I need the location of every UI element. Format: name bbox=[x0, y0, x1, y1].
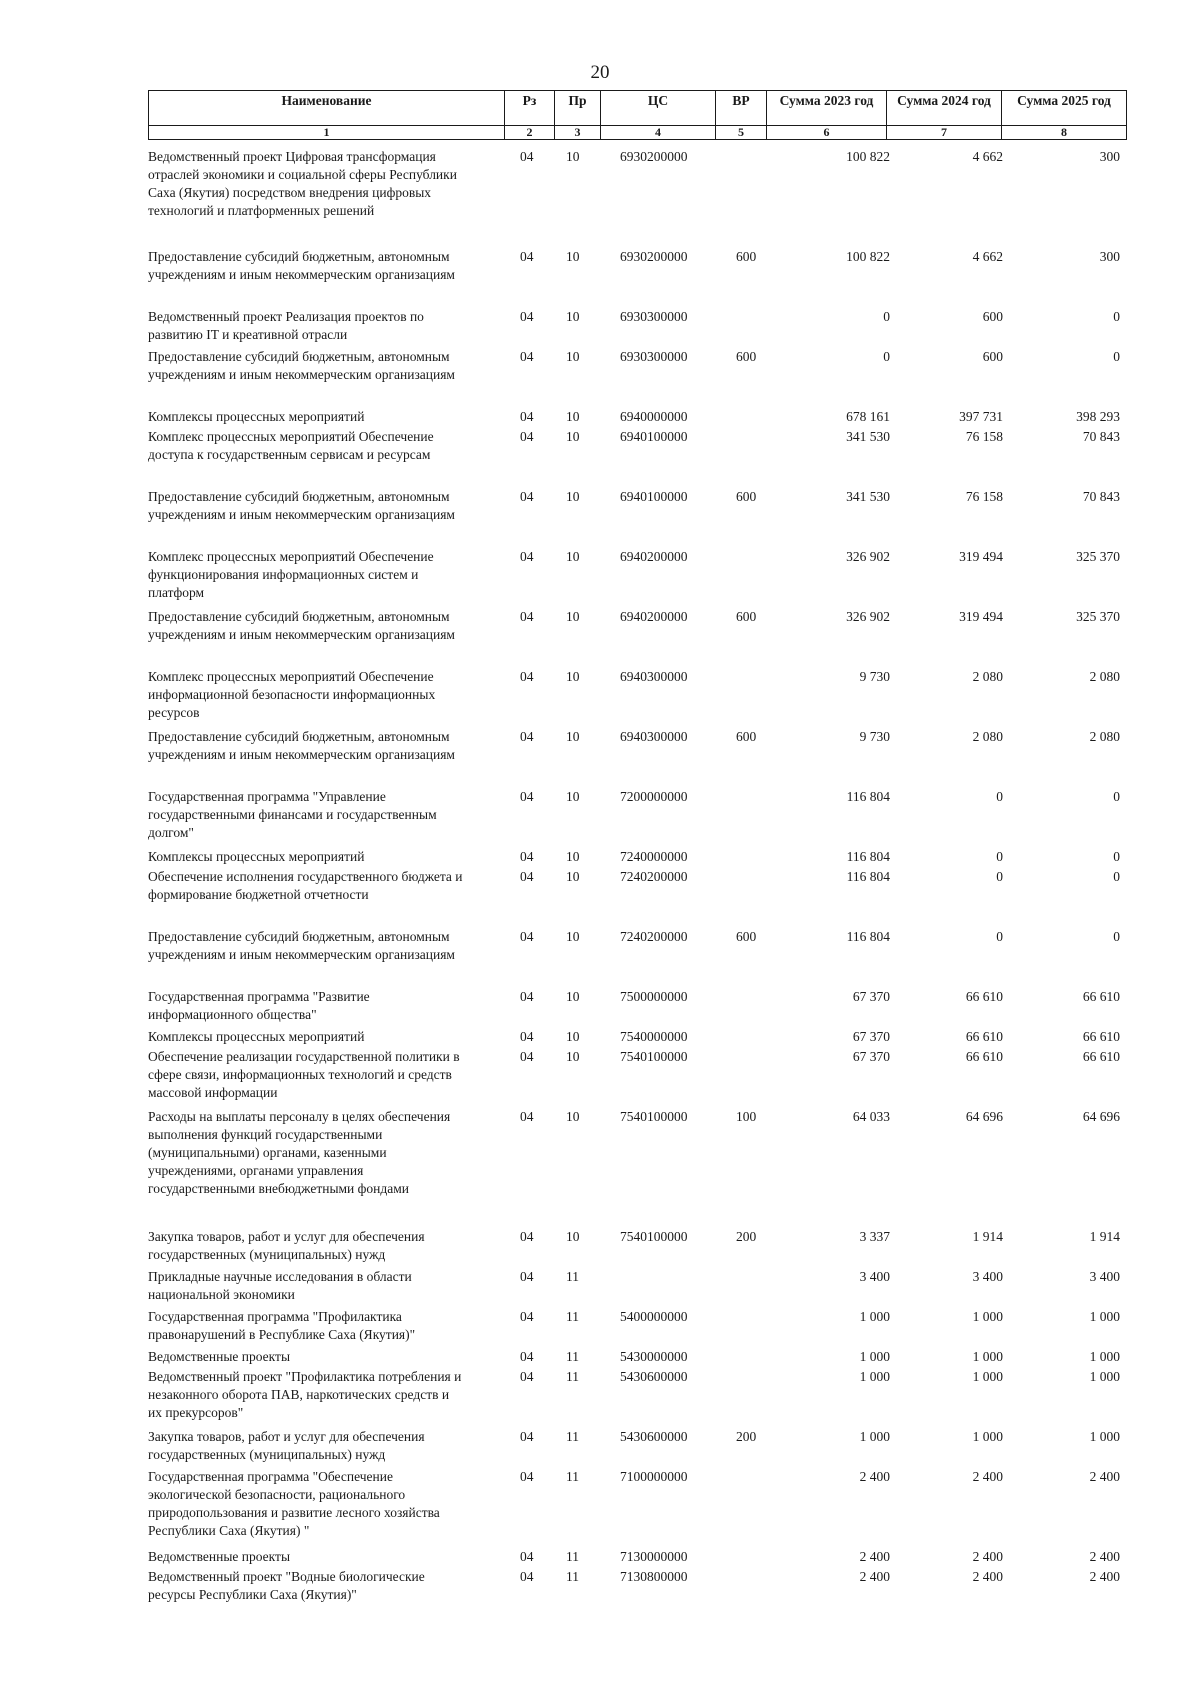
row-name: Ведомственный проект "Профилактика потребления и незаконного оборота ПАВ, наркотических средств и их прекурсоров" bbox=[148, 1369, 462, 1420]
row-pr: 11 bbox=[566, 1309, 579, 1324]
row-name: Ведомственный проект "Водные биологические ресурсы Республики Саха (Якутия)" bbox=[148, 1569, 425, 1602]
header-rz: Рз bbox=[505, 91, 555, 126]
row-pr: 10 bbox=[566, 1049, 580, 1064]
row-sum-2023: 116 804 bbox=[846, 789, 890, 804]
row-sum-2023: 67 370 bbox=[852, 1049, 890, 1064]
row-sum-2025: 325 370 bbox=[1076, 549, 1120, 564]
row-rz: 04 bbox=[520, 429, 534, 444]
row-sum-2024: 66 610 bbox=[965, 1049, 1003, 1064]
header-num-2: 2 bbox=[505, 126, 555, 140]
row-sum-2025: 2 400 bbox=[1089, 1549, 1120, 1564]
row-sum-2023: 678 161 bbox=[846, 409, 890, 424]
row-cs: 6940300000 bbox=[620, 729, 688, 744]
row-sum-2025: 1 000 bbox=[1089, 1429, 1120, 1444]
row-cs: 7240000000 bbox=[620, 849, 688, 864]
row-name: Комплекс процессных мероприятий Обеспечение доступа к государственным сервисам и ресурсам bbox=[148, 429, 434, 462]
row-sum-2024: 0 bbox=[996, 849, 1003, 864]
row-sum-2024: 76 158 bbox=[965, 429, 1003, 444]
row-sum-2025: 2 080 bbox=[1089, 729, 1120, 744]
row-rz: 04 bbox=[520, 1369, 534, 1384]
row-rz: 04 bbox=[520, 1569, 534, 1584]
row-sum-2024: 2 400 bbox=[972, 1549, 1003, 1564]
row-sum-2025: 0 bbox=[1113, 789, 1120, 804]
header-num-7: 7 bbox=[887, 126, 1002, 140]
row-pr: 10 bbox=[566, 729, 580, 744]
row-name: Государственная программа "Профилактика правонарушений в Республике Саха (Якутия)" bbox=[148, 1309, 416, 1342]
table-header bbox=[148, 90, 1127, 140]
row-sum-2023: 100 822 bbox=[846, 249, 890, 264]
row-pr: 10 bbox=[566, 849, 580, 864]
row-sum-2024: 0 bbox=[996, 869, 1003, 884]
row-cs: 6930300000 bbox=[620, 349, 688, 364]
row-rz: 04 bbox=[520, 1349, 534, 1364]
row-sum-2024: 1 000 bbox=[972, 1369, 1003, 1384]
row-sum-2023: 116 804 bbox=[846, 869, 890, 884]
row-name: Обеспечение исполнения государственного бюджета и формирование бюджетной отчетности bbox=[148, 869, 463, 902]
row-sum-2024: 0 bbox=[996, 929, 1003, 944]
row-name: Комплексы процессных мероприятий bbox=[148, 409, 365, 424]
row-sum-2025: 2 400 bbox=[1089, 1469, 1120, 1484]
row-sum-2023: 1 000 bbox=[859, 1309, 890, 1324]
row-rz: 04 bbox=[520, 1309, 534, 1324]
row-pr: 10 bbox=[566, 149, 580, 164]
row-sum-2025: 0 bbox=[1113, 929, 1120, 944]
row-rz: 04 bbox=[520, 1469, 534, 1484]
header-num-6: 6 bbox=[767, 126, 887, 140]
row-rz: 04 bbox=[520, 489, 534, 504]
row-sum-2024: 66 610 bbox=[965, 1029, 1003, 1044]
row-vr: 200 bbox=[736, 1229, 757, 1244]
row-name: Государственная программа "Развитие информационного общества" bbox=[148, 989, 370, 1022]
row-sum-2023: 326 902 bbox=[846, 549, 890, 564]
row-pr: 11 bbox=[566, 1569, 579, 1584]
row-sum-2025: 0 bbox=[1113, 349, 1120, 364]
row-name: Прикладные научные исследования в области национальной экономики bbox=[148, 1269, 412, 1302]
row-name: Предоставление субсидий бюджетным, автономным учреждениям и иным некоммерческим организациям bbox=[148, 729, 455, 762]
row-cs: 7200000000 bbox=[620, 789, 688, 804]
row-sum-2024: 1 914 bbox=[972, 1229, 1003, 1244]
row-rz: 04 bbox=[520, 989, 534, 1004]
row-rz: 04 bbox=[520, 249, 534, 264]
row-cs: 7240200000 bbox=[620, 929, 688, 944]
header-num-1: 1 bbox=[149, 126, 505, 140]
row-sum-2023: 2 400 bbox=[859, 1549, 890, 1564]
row-pr: 10 bbox=[566, 1229, 580, 1244]
row-sum-2024: 319 494 bbox=[959, 609, 1003, 624]
row-cs: 7500000000 bbox=[620, 989, 688, 1004]
header-num-5: 5 bbox=[716, 126, 767, 140]
row-cs: 6940300000 bbox=[620, 669, 688, 684]
row-sum-2023: 2 400 bbox=[859, 1469, 890, 1484]
row-sum-2025: 2 400 bbox=[1089, 1569, 1120, 1584]
row-rz: 04 bbox=[520, 349, 534, 364]
row-rz: 04 bbox=[520, 729, 534, 744]
header-sum-2025: Сумма 2025 год bbox=[1002, 91, 1127, 126]
row-sum-2023: 100 822 bbox=[846, 149, 890, 164]
row-name: Ведомственный проект Цифровая трансформация отраслей экономики и социальной сферы Республики Саха (Якутия) посредством внедрения цифровых технологий и платформенных решений bbox=[148, 149, 457, 218]
row-vr: 100 bbox=[736, 1109, 757, 1124]
row-rz: 04 bbox=[520, 1429, 534, 1444]
header-sum-2024: Сумма 2024 год bbox=[887, 91, 1002, 126]
row-cs: 7540100000 bbox=[620, 1049, 688, 1064]
row-pr: 10 bbox=[566, 929, 580, 944]
row-sum-2025: 3 400 bbox=[1089, 1269, 1120, 1284]
row-rz: 04 bbox=[520, 409, 534, 424]
row-rz: 04 bbox=[520, 929, 534, 944]
row-sum-2025: 0 bbox=[1113, 849, 1120, 864]
row-sum-2023: 341 530 bbox=[846, 489, 890, 504]
row-pr: 11 bbox=[566, 1549, 579, 1564]
row-name: Государственная программа "Управление государственными финансами и государственным долгом" bbox=[148, 789, 437, 840]
row-rz: 04 bbox=[520, 309, 534, 324]
row-pr: 11 bbox=[566, 1369, 579, 1384]
row-sum-2025: 300 bbox=[1099, 149, 1120, 164]
row-name: Закупка товаров, работ и услуг для обеспечения государственных (муниципальных) нужд bbox=[148, 1229, 425, 1262]
row-sum-2023: 67 370 bbox=[852, 989, 890, 1004]
row-sum-2025: 2 080 bbox=[1089, 669, 1120, 684]
row-sum-2024: 1 000 bbox=[972, 1309, 1003, 1324]
row-name: Ведомственные проекты bbox=[148, 1349, 291, 1364]
row-sum-2024: 4 662 bbox=[972, 149, 1003, 164]
row-pr: 10 bbox=[566, 429, 580, 444]
row-vr: 600 bbox=[736, 249, 757, 264]
header-sum-2023: Сумма 2023 год bbox=[767, 91, 887, 126]
row-sum-2023: 9 730 bbox=[859, 729, 890, 744]
row-cs: 6940100000 bbox=[620, 429, 688, 444]
row-pr: 10 bbox=[566, 1029, 580, 1044]
row-name: Комплексы процессных мероприятий bbox=[148, 1029, 365, 1044]
row-sum-2025: 66 610 bbox=[1082, 1029, 1120, 1044]
row-pr: 10 bbox=[566, 669, 580, 684]
header-cs: ЦС bbox=[601, 91, 716, 126]
row-sum-2025: 325 370 bbox=[1076, 609, 1120, 624]
row-pr: 10 bbox=[566, 309, 580, 324]
row-pr: 10 bbox=[566, 609, 580, 624]
header-pr: Пр bbox=[555, 91, 601, 126]
row-sum-2025: 1 914 bbox=[1089, 1229, 1120, 1244]
row-vr: 600 bbox=[736, 929, 757, 944]
row-sum-2024: 600 bbox=[982, 309, 1003, 324]
row-pr: 10 bbox=[566, 249, 580, 264]
row-vr: 200 bbox=[736, 1429, 757, 1444]
row-rz: 04 bbox=[520, 669, 534, 684]
row-sum-2025: 66 610 bbox=[1082, 989, 1120, 1004]
row-rz: 04 bbox=[520, 1549, 534, 1564]
row-rz: 04 bbox=[520, 549, 534, 564]
row-cs: 6940200000 bbox=[620, 609, 688, 624]
row-sum-2025: 70 843 bbox=[1082, 489, 1120, 504]
row-sum-2024: 319 494 bbox=[959, 549, 1003, 564]
row-sum-2024: 0 bbox=[996, 789, 1003, 804]
row-rz: 04 bbox=[520, 1229, 534, 1244]
row-cs: 5430600000 bbox=[620, 1429, 688, 1444]
row-sum-2025: 1 000 bbox=[1089, 1309, 1120, 1324]
row-sum-2025: 1 000 bbox=[1089, 1349, 1120, 1364]
row-sum-2023: 341 530 bbox=[846, 429, 890, 444]
row-sum-2024: 66 610 bbox=[965, 989, 1003, 1004]
header-num-3: 3 bbox=[555, 126, 601, 140]
row-rz: 04 bbox=[520, 1029, 534, 1044]
row-cs: 7100000000 bbox=[620, 1469, 688, 1484]
row-name: Расходы на выплаты персоналу в целях обеспечения выполнения функций государственными (муниципальными) органами, казенными учреждениями, органами управления государственными внебюджетными фондами bbox=[148, 1109, 451, 1196]
row-sum-2024: 1 000 bbox=[972, 1429, 1003, 1444]
row-cs: 6940000000 bbox=[620, 409, 688, 424]
row-rz: 04 bbox=[520, 789, 534, 804]
row-cs: 7130800000 bbox=[620, 1569, 688, 1584]
row-name: Ведомственный проект Реализация проектов по развитию IT и креативной отрасли bbox=[148, 309, 424, 342]
row-pr: 10 bbox=[566, 409, 580, 424]
row-sum-2023: 3 400 bbox=[859, 1269, 890, 1284]
row-sum-2025: 300 bbox=[1099, 249, 1120, 264]
row-cs: 5430600000 bbox=[620, 1369, 688, 1384]
row-cs: 7540100000 bbox=[620, 1109, 688, 1124]
row-sum-2023: 67 370 bbox=[852, 1029, 890, 1044]
row-name: Обеспечение реализации государственной политики в сфере связи, информационных технологий и средств массовой информации bbox=[148, 1049, 460, 1100]
row-sum-2023: 1 000 bbox=[859, 1369, 890, 1384]
row-cs: 7540000000 bbox=[620, 1029, 688, 1044]
row-rz: 04 bbox=[520, 609, 534, 624]
row-sum-2024: 2 080 bbox=[972, 669, 1003, 684]
row-rz: 04 bbox=[520, 1109, 534, 1124]
row-sum-2025: 70 843 bbox=[1082, 429, 1120, 444]
row-name: Предоставление субсидий бюджетным, автономным учреждениям и иным некоммерческим организациям bbox=[148, 349, 455, 382]
row-pr: 10 bbox=[566, 989, 580, 1004]
row-cs: 6930300000 bbox=[620, 309, 688, 324]
row-vr: 600 bbox=[736, 489, 757, 504]
row-sum-2024: 600 bbox=[982, 349, 1003, 364]
row-pr: 11 bbox=[566, 1469, 579, 1484]
row-name: Предоставление субсидий бюджетным, автономным учреждениям и иным некоммерческим организациям bbox=[148, 929, 455, 962]
header-num-4: 4 bbox=[601, 126, 716, 140]
row-name: Комплекс процессных мероприятий Обеспечение информационной безопасности информационных ресурсов bbox=[148, 669, 436, 720]
row-sum-2024: 2 400 bbox=[972, 1469, 1003, 1484]
row-name: Ведомственные проекты bbox=[148, 1549, 291, 1564]
row-pr: 10 bbox=[566, 549, 580, 564]
row-name: Предоставление субсидий бюджетным, автономным учреждениям и иным некоммерческим организациям bbox=[148, 249, 455, 282]
row-rz: 04 bbox=[520, 849, 534, 864]
row-name: Государственная программа "Обеспечение экологической безопасности, рационального природопользования и развитие лесного хозяйства Республики Саха (Якутия) " bbox=[148, 1469, 440, 1538]
row-pr: 11 bbox=[566, 1349, 579, 1364]
row-cs: 7130000000 bbox=[620, 1549, 688, 1564]
row-rz: 04 bbox=[520, 149, 534, 164]
row-name: Закупка товаров, работ и услуг для обеспечения государственных (муниципальных) нужд bbox=[148, 1429, 425, 1462]
row-sum-2023: 9 730 bbox=[859, 669, 890, 684]
row-sum-2024: 1 000 bbox=[972, 1349, 1003, 1364]
row-cs: 6930200000 bbox=[620, 149, 688, 164]
row-sum-2024: 397 731 bbox=[959, 409, 1003, 424]
row-cs: 7540100000 bbox=[620, 1229, 688, 1244]
row-cs: 7240200000 bbox=[620, 869, 688, 884]
row-sum-2025: 1 000 bbox=[1089, 1369, 1120, 1384]
row-sum-2024: 64 696 bbox=[965, 1109, 1003, 1124]
row-pr: 10 bbox=[566, 489, 580, 504]
row-pr: 11 bbox=[566, 1269, 579, 1284]
row-sum-2023: 3 337 bbox=[859, 1229, 890, 1244]
row-pr: 10 bbox=[566, 1109, 580, 1124]
row-vr: 600 bbox=[736, 609, 757, 624]
row-cs: 5430000000 bbox=[620, 1349, 688, 1364]
row-sum-2025: 64 696 bbox=[1082, 1109, 1120, 1124]
row-vr: 600 bbox=[736, 729, 757, 744]
row-sum-2023: 2 400 bbox=[859, 1569, 890, 1584]
row-pr: 11 bbox=[566, 1429, 579, 1444]
row-pr: 10 bbox=[566, 789, 580, 804]
row-sum-2025: 66 610 bbox=[1082, 1049, 1120, 1064]
page-number: 20 bbox=[590, 62, 610, 83]
row-sum-2023: 0 bbox=[883, 349, 890, 364]
header-vr: ВР bbox=[716, 91, 767, 126]
row-sum-2024: 76 158 bbox=[965, 489, 1003, 504]
row-sum-2024: 4 662 bbox=[972, 249, 1003, 264]
row-sum-2023: 116 804 bbox=[846, 849, 890, 864]
row-sum-2023: 326 902 bbox=[846, 609, 890, 624]
row-sum-2025: 0 bbox=[1113, 309, 1120, 324]
row-sum-2024: 2 400 bbox=[972, 1569, 1003, 1584]
row-pr: 10 bbox=[566, 349, 580, 364]
row-name: Комплексы процессных мероприятий bbox=[148, 849, 365, 864]
row-pr: 10 bbox=[566, 869, 580, 884]
row-rz: 04 bbox=[520, 1049, 534, 1064]
header-name: Наименование bbox=[149, 91, 505, 126]
row-cs: 5400000000 bbox=[620, 1309, 688, 1324]
row-cs: 6930200000 bbox=[620, 249, 688, 264]
row-rz: 04 bbox=[520, 1269, 534, 1284]
row-sum-2023: 64 033 bbox=[852, 1109, 890, 1124]
row-sum-2023: 116 804 bbox=[846, 929, 890, 944]
row-sum-2023: 1 000 bbox=[859, 1429, 890, 1444]
row-name: Предоставление субсидий бюджетным, автономным учреждениям и иным некоммерческим организациям bbox=[148, 609, 455, 642]
row-cs: 6940100000 bbox=[620, 489, 688, 504]
row-sum-2025: 398 293 bbox=[1076, 409, 1120, 424]
row-name: Комплекс процессных мероприятий Обеспечение функционирования информационных систем и платформ bbox=[148, 549, 434, 600]
row-cs: 6940200000 bbox=[620, 549, 688, 564]
row-vr: 600 bbox=[736, 349, 757, 364]
row-rz: 04 bbox=[520, 869, 534, 884]
row-sum-2024: 3 400 bbox=[972, 1269, 1003, 1284]
row-sum-2024: 2 080 bbox=[972, 729, 1003, 744]
header-num-8: 8 bbox=[1002, 126, 1127, 140]
row-sum-2023: 1 000 bbox=[859, 1349, 890, 1364]
row-sum-2023: 0 bbox=[883, 309, 890, 324]
row-sum-2025: 0 bbox=[1113, 869, 1120, 884]
row-name: Предоставление субсидий бюджетным, автономным учреждениям и иным некоммерческим организациям bbox=[148, 489, 455, 522]
